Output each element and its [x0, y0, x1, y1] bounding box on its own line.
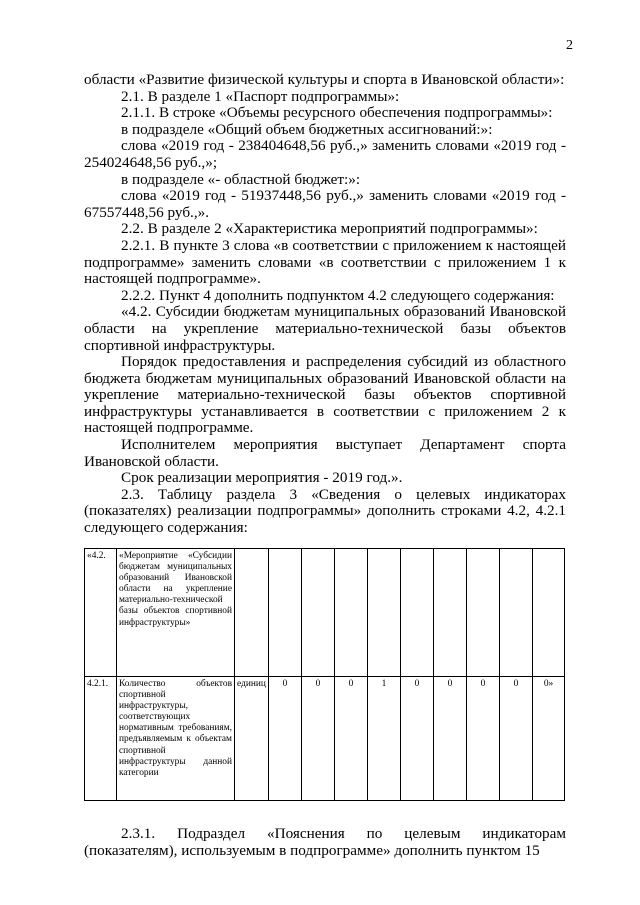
page-number: 2	[566, 38, 573, 53]
table-row	[85, 549, 565, 677]
document-body	[84, 72, 566, 537]
row-value	[302, 549, 335, 677]
paragraph-2-3: 2.3. Таблицу раздела 3 «Сведения о целевых индикаторах (показателях) реализации подпрограммы» дополнить строками 4.2, 4.2.1 следующего содержания:	[84, 485, 566, 537]
row-description: «Мероприятие «Субсидии бюджетам муниципальных образований Ивановской области на укрепление материально-технической базы объектов спортивной инфраструктуры»	[117, 549, 235, 677]
row-value	[533, 549, 565, 677]
row-value: 1	[368, 677, 401, 801]
paragraph-2-2-1: 2.2.1. В пункте 3 слова «в соответствии с приложением к настоящей подпрограмме» заменить словами «в соответствии с приложением 1 к настоящей подпрограмме».	[84, 236, 566, 288]
row-number: «4.2.	[85, 549, 117, 677]
paragraph-2-3-1: 2.3.1. Подраздел «Пояснения по целевым индикаторам (показателям), используемым в подпрограмме» дополнить пунктом 15	[84, 825, 566, 859]
row-value	[335, 549, 368, 677]
row-value	[467, 549, 500, 677]
paragraph-subsection-regional: в подразделе «- областной бюджет:»:	[121, 170, 361, 188]
paragraph-2-1-1: 2.1.1. В строке «Объемы ресурсного обеспечения подпрограммы»:	[121, 104, 553, 122]
table-row	[85, 677, 565, 801]
row-value	[368, 549, 401, 677]
paragraph-2-2: 2.2. В разделе 2 «Характеристика мероприятий подпрограммы»:	[121, 220, 538, 238]
row-value: 0	[302, 677, 335, 801]
paragraph-term: Срок реализации мероприятия - 2019 год.».	[121, 469, 403, 487]
row-unit: единиц	[235, 677, 269, 801]
row-value	[500, 549, 533, 677]
paragraph-2-1: 2.1. В разделе 1 «Паспорт подпрограммы»:	[121, 87, 400, 105]
row-value: 0	[401, 677, 434, 801]
paragraph-2-2-2: 2.2.2. Пункт 4 дополнить подпунктом 4.2 следующего содержания:	[121, 286, 555, 304]
row-unit	[235, 549, 269, 677]
paragraph-procedure: Порядок предоставления и распределения субсидий из областного бюджета бюджетам муниципальных образований Ивановской области на укрепление материально-технической базы объектов спортивной инфраструктуры устанавливается в соответствии с приложением 2 к настоящей подпрограмме.	[84, 353, 566, 437]
paragraph-continuation: области «Развитие физической культуры и спорта в Ивановской области»:	[84, 71, 565, 88]
row-description: Количество объектов спортивной инфраструктуры, соответствующих нормативным требованиям, предъявляемым к объектам спортивной инфраструктуры данной категории	[117, 677, 235, 801]
row-value	[401, 549, 434, 677]
indicators-table	[84, 548, 565, 801]
row-value: 0	[500, 677, 533, 801]
paragraph-words-total: слова «2019 год - 238404648,56 руб.,» заменить словами «2019 год - 254024648,56 руб.,»;	[84, 137, 566, 171]
document-tail	[84, 826, 566, 859]
row-value: 0	[335, 677, 368, 801]
row-value	[434, 549, 467, 677]
row-number: 4.2.1.	[85, 677, 117, 801]
paragraph-executor: Исполнителем мероприятия выступает Департамент спорта Ивановской области.	[84, 436, 566, 470]
row-value	[269, 549, 302, 677]
row-value: 0	[269, 677, 302, 801]
row-value: 0	[434, 677, 467, 801]
row-value: 0»	[533, 677, 565, 801]
paragraph-4-2: «4.2. Субсидии бюджетам муниципальных образований Ивановской области на укрепление материально-технической базы объектов спортивной инфраструктуры.	[84, 303, 566, 354]
paragraph-words-regional: слова «2019 год - 51937448,56 руб.,» заменить словами «2019 год - 67557448,56 руб.,».	[84, 187, 566, 221]
paragraph-subsection-total: в подразделе «Общий объем бюджетных ассигнований:»:	[121, 120, 493, 138]
row-value: 0	[467, 677, 500, 801]
